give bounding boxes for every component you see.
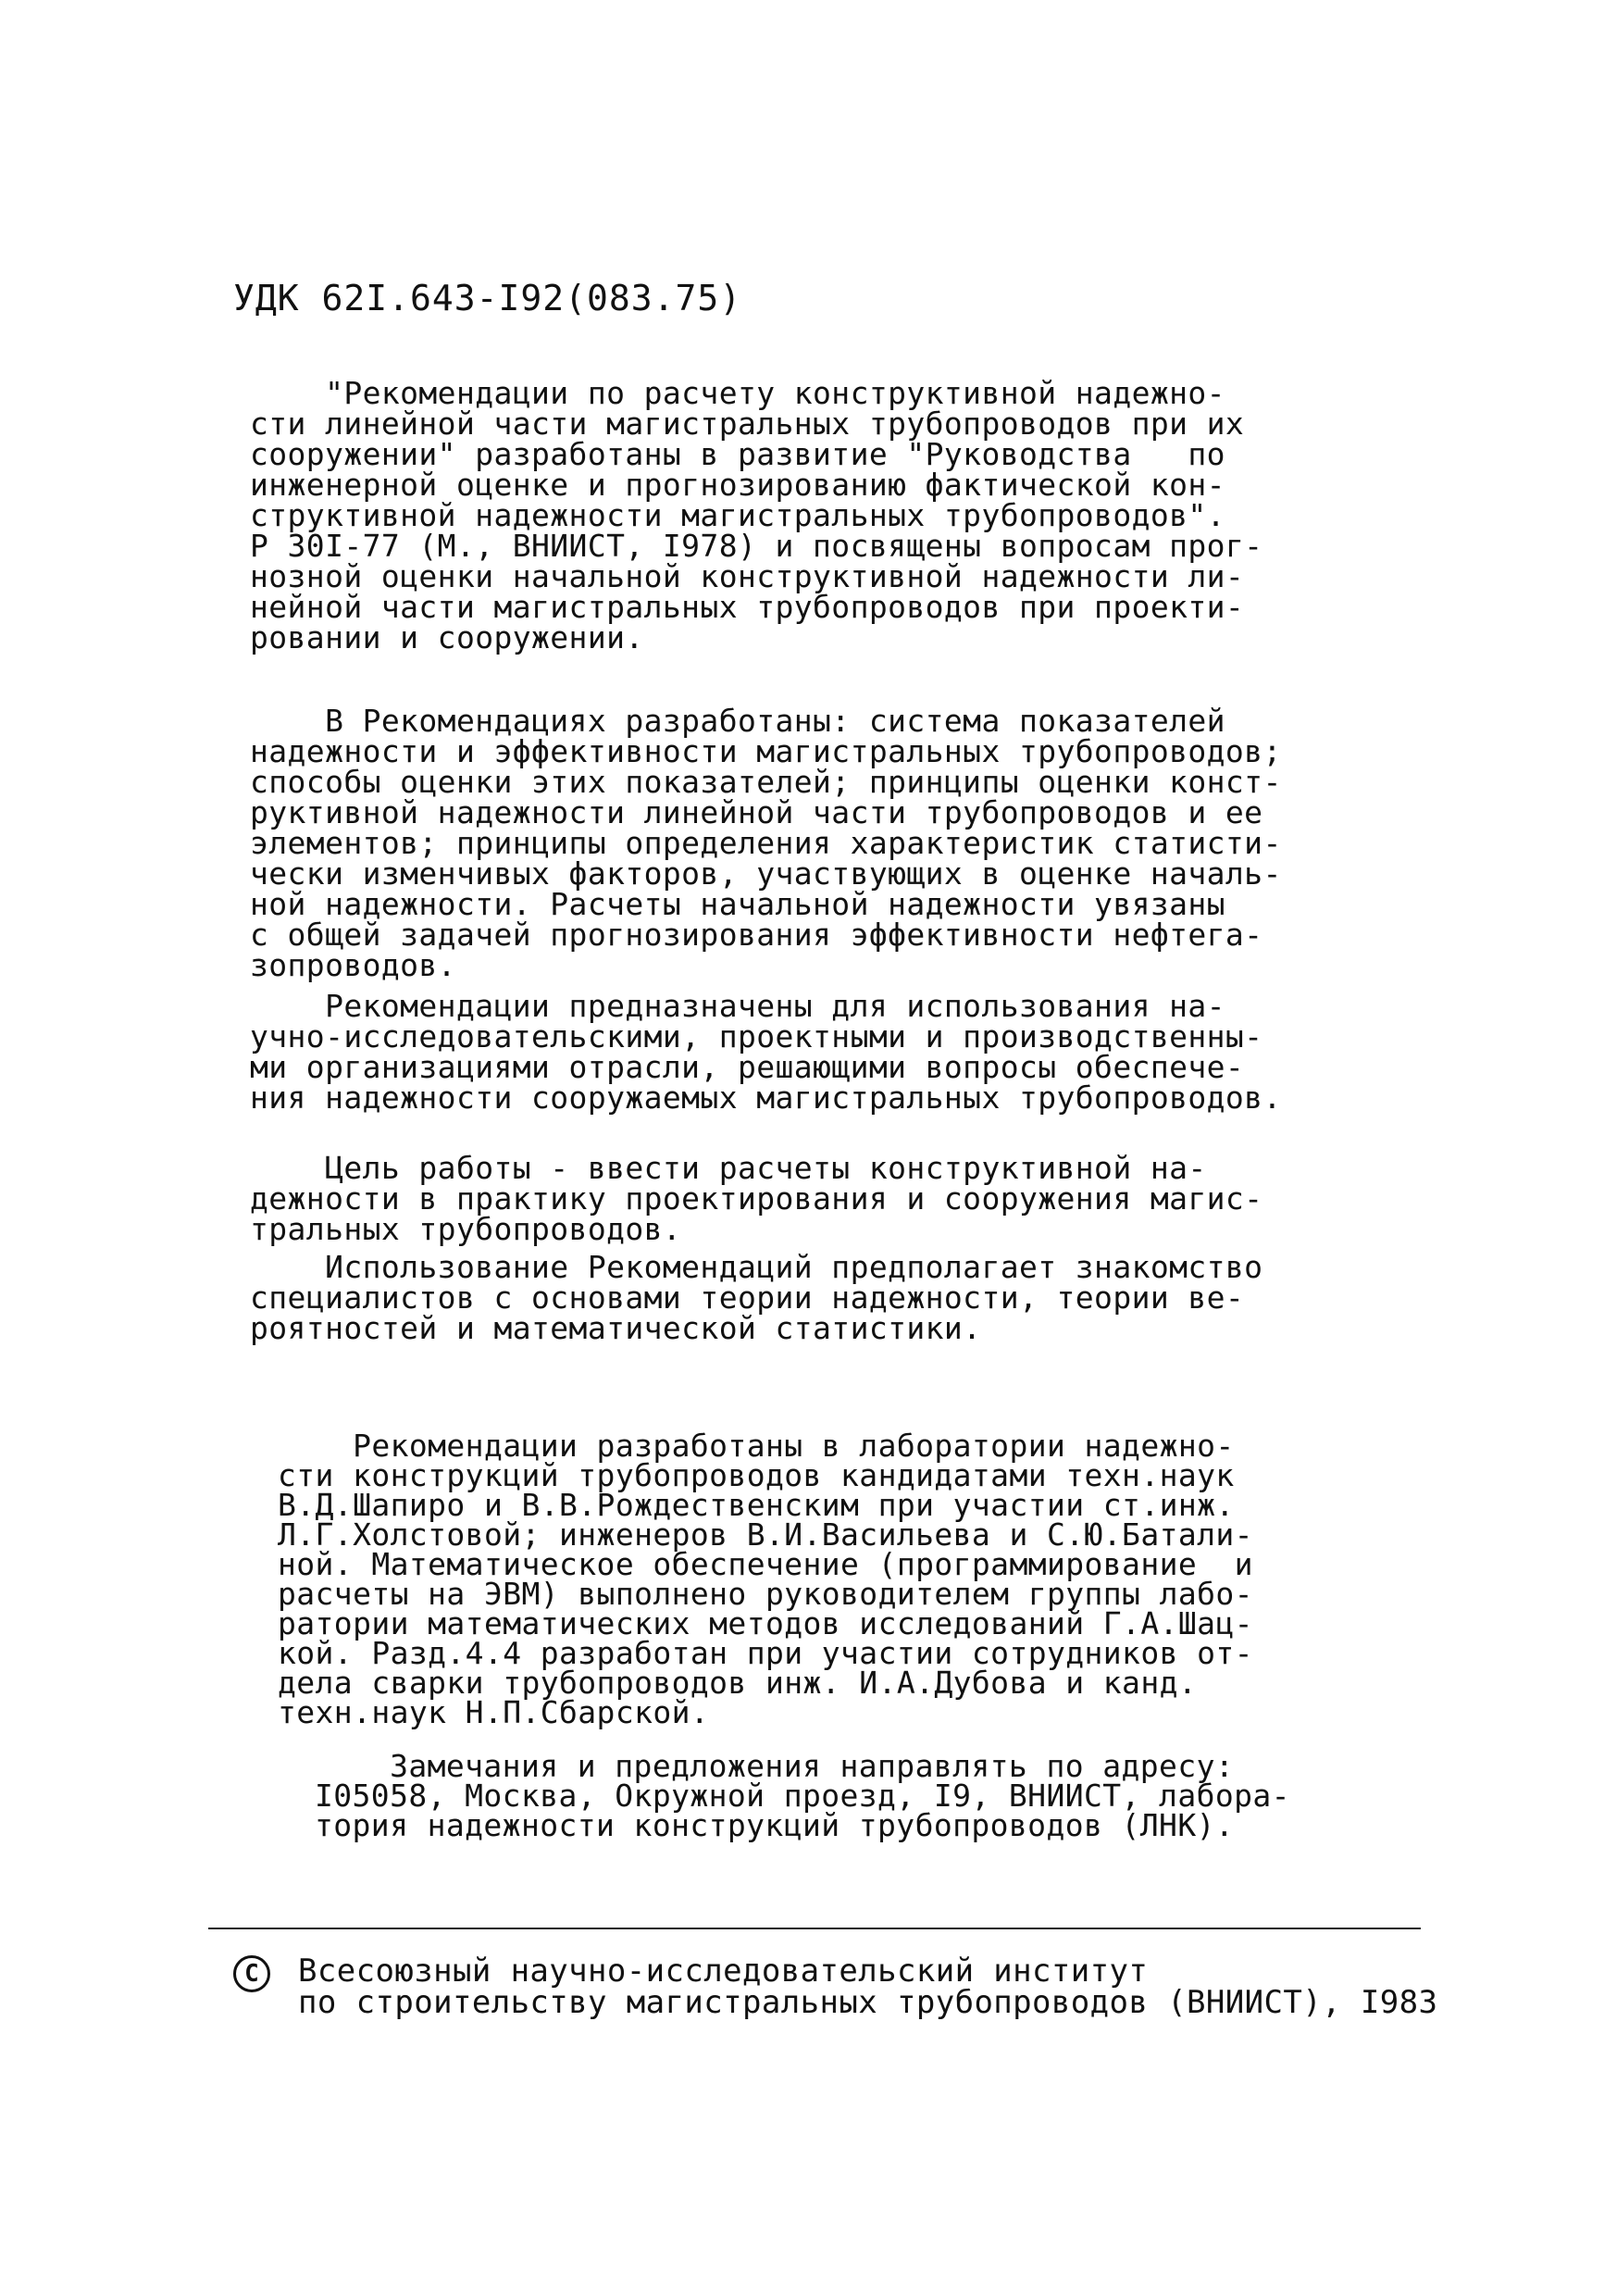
paragraph-goal: Цель работы - ввести расчеты конструктивной на- дежности в практику проектирования и сооружения магис- тральных трубопроводов.	[250, 1150, 1263, 1247]
paragraph-audience: Рекомендации предназначены для использования на- учно-исследовательскими, проектными и производственны- ми организациями отрасли, решающими вопросы обеспече- ния надежности сооружаемых магистральных трубопроводов.	[250, 988, 1282, 1116]
copyright-icon: C	[233, 1955, 270, 1992]
authors-credits: Рекомендации разработаны в лаборатории надежно- сти конструкций трубопроводов кандидатами техн.наук В.Д.Шапиро и В.В.Рождественским при участии ст.инж. Л.Г.Холстовой; инженеров В.И.Васильева и С.Ю.Батали- ной. Математическое обеспечение (программирование и расчеты на ЭВМ) выполнено руководителем группы лабо- ратории математических методов исследований Г.А.Шац- кой. Разд.4.4 разработан при участии сотрудников от- дела сварки трубопроводов инж. И.А.Дубова и канд. техн.наук Н.П.Сбарской.	[278, 1428, 1253, 1730]
udk-code: УДК 62I.643-I92(083.75)	[233, 278, 742, 318]
paragraph-prerequisites: Использование Рекомендаций предполагает знакомство специалистов с основами теории надежности, теории ве- роятностей и математической статистики.	[250, 1249, 1263, 1346]
correspondence-address: Замечания и предложения направлять по адресу: I05058, Москва, Окружной проезд, I9, ВНИИСТ, лабора- тория надежности конструкций трубопроводов (ЛНК).	[315, 1748, 1290, 1843]
paragraph-intro: "Рекомендации по расчету конструктивной надежно- сти линейной части магистральных трубопроводов при их сооружении" разработаны в развитие "Руководства по инженерной оценке и прогнозированию фактической кон- структивной надежности магистральных трубопроводов". Р 30I-77 (М., ВНИИСТ, I978) и посвящены вопросам прог- нозной оценки начальной конструктивной надежности ли- нейной части магистральных трубопроводов при проекти- ровании и сооружении.	[250, 375, 1263, 655]
copyright-text: Всесоюзный научно-исследовательский институт по строительству магистральных трубопроводов (ВНИИСТ), I983	[298, 1953, 1438, 2021]
paragraph-contents: В Рекомендациях разработаны: система показателей надежности и эффективности магистральных трубопроводов; способы оценки этих показателей; принципы оценки конст- руктивной надежности линейной части трубопроводов и ее элементов; принципы определения характеристик статисти- чески изменчивых факторов, участвующих в оценке началь- ной надежности. Расчеты начальной надежности увязаны с общей задачей прогнозирования эффективности нефтега- зопроводов.	[250, 703, 1282, 983]
footer-divider	[208, 1928, 1421, 1929]
